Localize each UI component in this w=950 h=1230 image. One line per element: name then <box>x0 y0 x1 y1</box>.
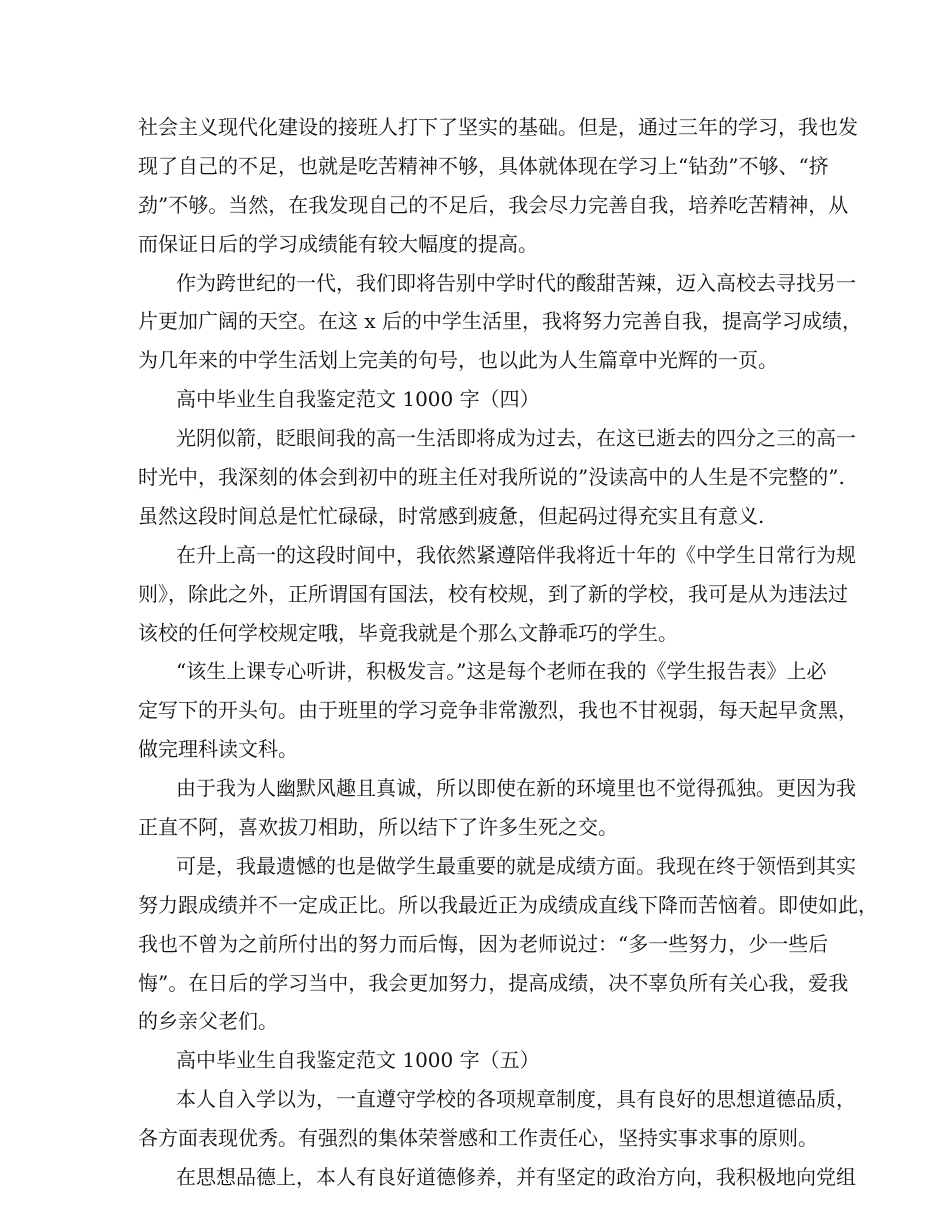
text-line: 各方面表现优秀。有强烈的集体荣誉感和工作责任心，坚持实事求事的原则。 <box>138 1126 818 1151</box>
text-line: 该校的任何学校规定哦，毕竟我就是个那么文静乖巧的学生。 <box>138 620 678 645</box>
text-line: 现了自己的不足，也就是吃苦精神不够，具体就体现在学习上“钻劲”不够、“挤 <box>138 153 829 178</box>
text-line: 在升上高一的这段时间中，我依然紧遵陪伴我将近十年的《中学生日常行为规 <box>176 542 856 567</box>
text-line: 时光中，我深刻的体会到初中的班主任对我所说的”没读高中的人生是不完整的”. <box>138 465 845 490</box>
text-line: 而保证日后的学习成绩能有较大幅度的提高。 <box>138 231 538 256</box>
text-line: 为几年来的中学生活划上完美的句号，也以此为人生篇章中光辉的一页。 <box>138 348 778 373</box>
text-line: 正直不阿，喜欢拔刀相助，所以结下了许多生死之交。 <box>138 815 618 840</box>
text-line: 则》，除此之外，正所谓国有国法，校有校规，到了新的学校，我可是从为违法过 <box>138 581 848 606</box>
text-line: 的乡亲父老们。 <box>138 1009 278 1034</box>
text-line: 在思想品德上，本人有良好道德修养，并有坚定的政治方向，我积极地向党组 <box>176 1165 856 1190</box>
section-heading: 高中毕业生自我鉴定范文 1000 字（五） <box>176 1048 540 1073</box>
section-heading: 高中毕业生自我鉴定范文 1000 字（四） <box>176 387 540 412</box>
text-line: 本人自入学以为，一直遵守学校的各项规章制度，具有良好的思想道德品质， <box>176 1087 856 1112</box>
body-text <box>138 108 878 1197</box>
text-line: 社会主义现代化建设的接班人打下了坚实的基础。但是，通过三年的学习，我也发 <box>138 115 858 139</box>
text-line: 努力跟成绩并不一定成正比。所以我最近正为成绩成直线下降而苦恼着。即使如此， <box>138 892 878 917</box>
text-line: “该生上课专心听讲，积极发言。”这是每个老师在我的《学生报告表》上必 <box>176 659 827 684</box>
text-line: 由于我为人幽默风趣且真诚，所以即使在新的环境里也不觉得孤独。更因为我 <box>176 776 856 801</box>
text-line: 可是，我最遗憾的也是做学生最重要的就是成绩方面。我现在终于领悟到其实 <box>176 853 856 878</box>
text-line: 悔”。在日后的学习当中，我会更加努力，提高成绩，决不辜负所有关心我，爱我 <box>138 970 849 995</box>
text-line: 片更加广阔的天空。在这 x 后的中学生活里，我将努力完善自我，提高学习成绩， <box>138 309 862 334</box>
text-line: 我也不曾为之前所付出的努力而后悔，因为老师说过：“多一些努力，少一些后 <box>138 931 829 956</box>
text-line: 作为跨世纪的一代，我们即将告别中学时代的酸甜苦辣，迈入高校去寻找另一 <box>176 270 856 295</box>
text-line: 虽然这段时间总是忙忙碌碌，时常感到疲惫，但起码过得充实且有意义. <box>138 503 765 528</box>
text-line: 定写下的开头句。由于班里的学习竞争非常激烈，我也不甘视弱，每天起早贪黑， <box>138 698 858 723</box>
text-line: 劲”不够。当然，在我发现自己的不足后，我会尽力完善自我，培养吃苦精神，从 <box>138 192 849 217</box>
text-line: 光阴似箭，眨眼间我的高一生活即将成为过去，在这已逝去的四分之三的高一 <box>176 426 856 451</box>
text-line: 做完理科读文科。 <box>138 737 298 762</box>
